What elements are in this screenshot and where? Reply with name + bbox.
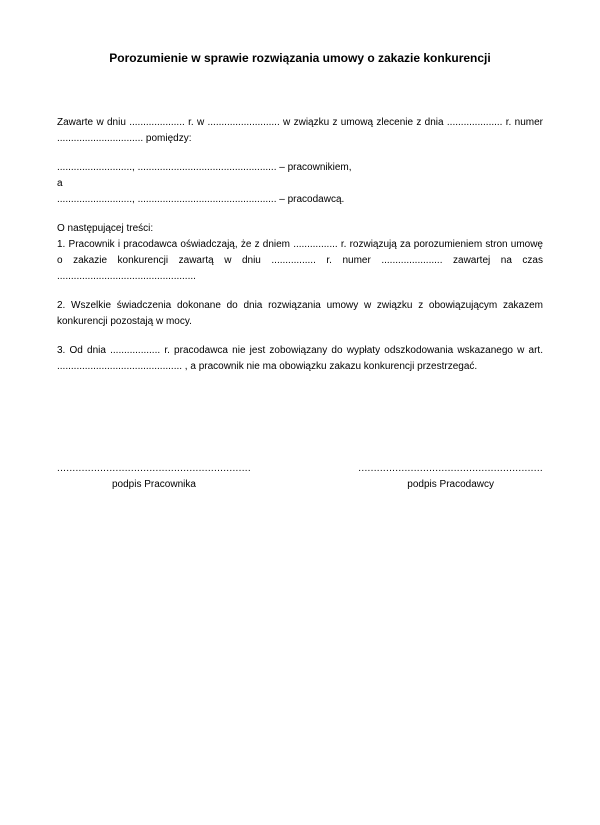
employer-signature-label: podpis Pracodawcy [407, 479, 494, 490]
signature-area [57, 462, 543, 492]
intro-paragraph: Zawarte w dniu .................... r. w .......................... w związku z umową zlecenie z dnia .................... r. numer ............................... pomiędzy: [57, 117, 543, 144]
employee-signature-label: podpis Pracownika [112, 479, 196, 490]
party-employee-line: ..........................., .................................................. – pracownikiem, [57, 162, 352, 173]
clause-3-text: 3. Od dnia .................. r. pracodawca nie jest zobowiązany do wypłaty odszkodowania wskazanego w art. ............................................. , a pracownik nie ma obowiązku zakazu konkurencji przestrzegać. [57, 345, 543, 372]
document-title: Porozumienie w sprawie rozwiązania umowy o zakazie konkurencji [109, 51, 491, 65]
clause-2-text: 2. Wszelkie świadczenia dokonane do dnia rozwiązania umowy w związku z obowiązującym zakazem konkurencji pozostają w mocy. [57, 300, 543, 327]
parties-conjunction: a [57, 178, 63, 189]
employee-signature-line: ............................................................... [57, 463, 251, 474]
clause-1-text: 1. Pracownik i pracodawca oświadczają, że z dniem ................ r. rozwiązują za porozumieniem stron umowę o zakazie konkurencji zawartą w dniu ................ r. numer ...................... zawartej na czas .................................................. [57, 239, 543, 282]
employer-signature-block [358, 462, 543, 492]
clause-1-block [57, 221, 543, 285]
party-employer-line: ..........................., .................................................. – pracodawcą. [57, 194, 345, 205]
employee-signature-block [57, 462, 251, 492]
employer-signature-line: ............................................................ [358, 463, 543, 474]
parties-block [57, 160, 543, 208]
content-heading: O następującej treści: [57, 223, 154, 234]
